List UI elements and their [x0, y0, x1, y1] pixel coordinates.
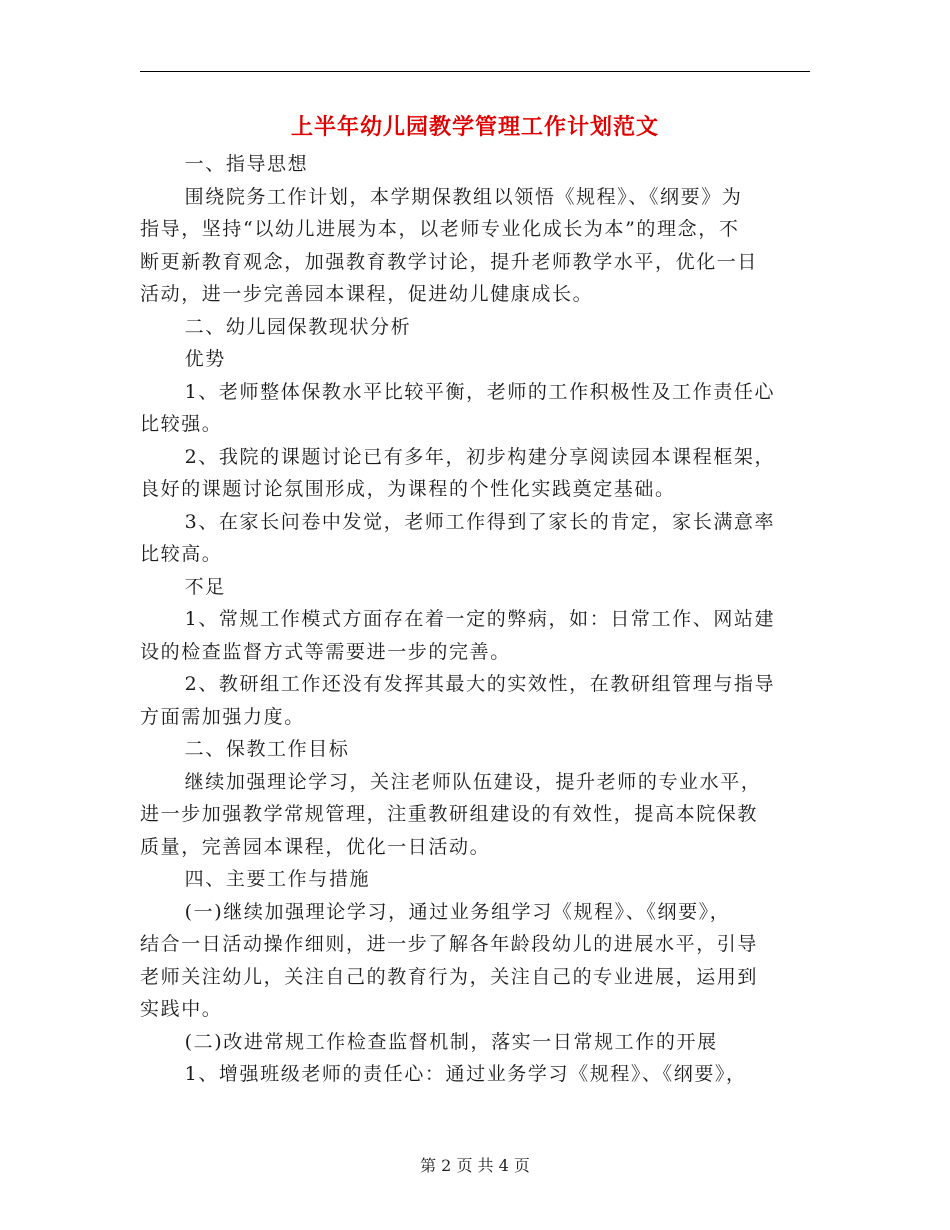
body-line: 二、保教工作目标: [184, 738, 350, 760]
document-title: 上半年幼儿园教学管理工作计划范文: [290, 114, 659, 140]
body-line: 老师关注幼儿，关注自己的教育行为，关注自己的专业进展，运用到: [140, 965, 759, 988]
body-line: 二、幼儿园保教现状分析: [184, 315, 412, 338]
body-line: (一)继续加强理论学习，通过业务组学习《规程》、《纲要》，: [184, 900, 731, 923]
body-line: 良好的课题讨论氛围形成，为课程的个性化实践奠定基础。: [140, 478, 676, 500]
body-line: 一、指导思想: [184, 153, 309, 175]
body-line: 围绕院务工作计划，本学期保教组以领悟《规程》、《纲要》为: [184, 185, 743, 208]
body-line: 比较高。: [140, 543, 223, 565]
body-line: (二)改进常规工作检查监督机制，落实一日常规工作的开展: [184, 1030, 718, 1053]
body-line: 2、我院的课题讨论已有多年，初步构建分享阅读园本课程框架，: [184, 445, 776, 468]
body-line: 1、老师整体保教水平比较平衡，老师的工作积极性及工作责任心: [184, 380, 776, 403]
body-line: 不足: [184, 575, 226, 598]
body-line: 进一步加强教学常规管理，注重教研组建设的有效性，提高本院保教: [140, 803, 759, 825]
body-line: 活动，进一步完善园本课程，促进幼儿健康成长。: [140, 283, 594, 305]
body-line: 2、教研组工作还没有发挥其最大的实效性，在教研组管理与指导: [184, 673, 776, 695]
body-line: 指导，坚持“以幼儿进展为本，以老师专业化成长为本”的理念，不: [140, 218, 740, 240]
body-line: 四、主要工作与措施: [184, 868, 371, 890]
body-line: 结合一日活动操作细则，进一步了解各年龄段幼儿的进展水平，引导: [140, 933, 759, 955]
body-line: 方面需加强力度。: [140, 705, 305, 728]
body-line: 优势: [184, 348, 226, 370]
body-line: 3、在家长问卷中发觉，老师工作得到了家长的肯定，家长满意率: [184, 510, 776, 533]
body-line: 质量，完善园本课程，优化一日活动。: [140, 835, 491, 858]
body-line: 继续加强理论学习，关注老师队伍建设，提升老师的专业水平，: [184, 770, 762, 793]
body-line: 实践中。: [140, 998, 223, 1020]
body-line: 1、增强班级老师的责任心：通过业务学习《规程》、《纲要》，: [184, 1063, 747, 1085]
body-line: 设的检查监督方式等需要进一步的完善。: [140, 640, 511, 663]
header-rule: [140, 71, 810, 72]
body-line: 比较强。: [140, 413, 223, 435]
body-line: 断更新教育观念，加强教育教学讨论，提升老师教学水平，优化一日: [140, 250, 759, 273]
document-body: [140, 148, 820, 1091]
body-line: 1、常规工作模式方面存在着一定的弊病，如：日常工作、网站建: [184, 608, 776, 630]
page-footer: 第 2 页 共 4 页: [420, 1156, 530, 1175]
